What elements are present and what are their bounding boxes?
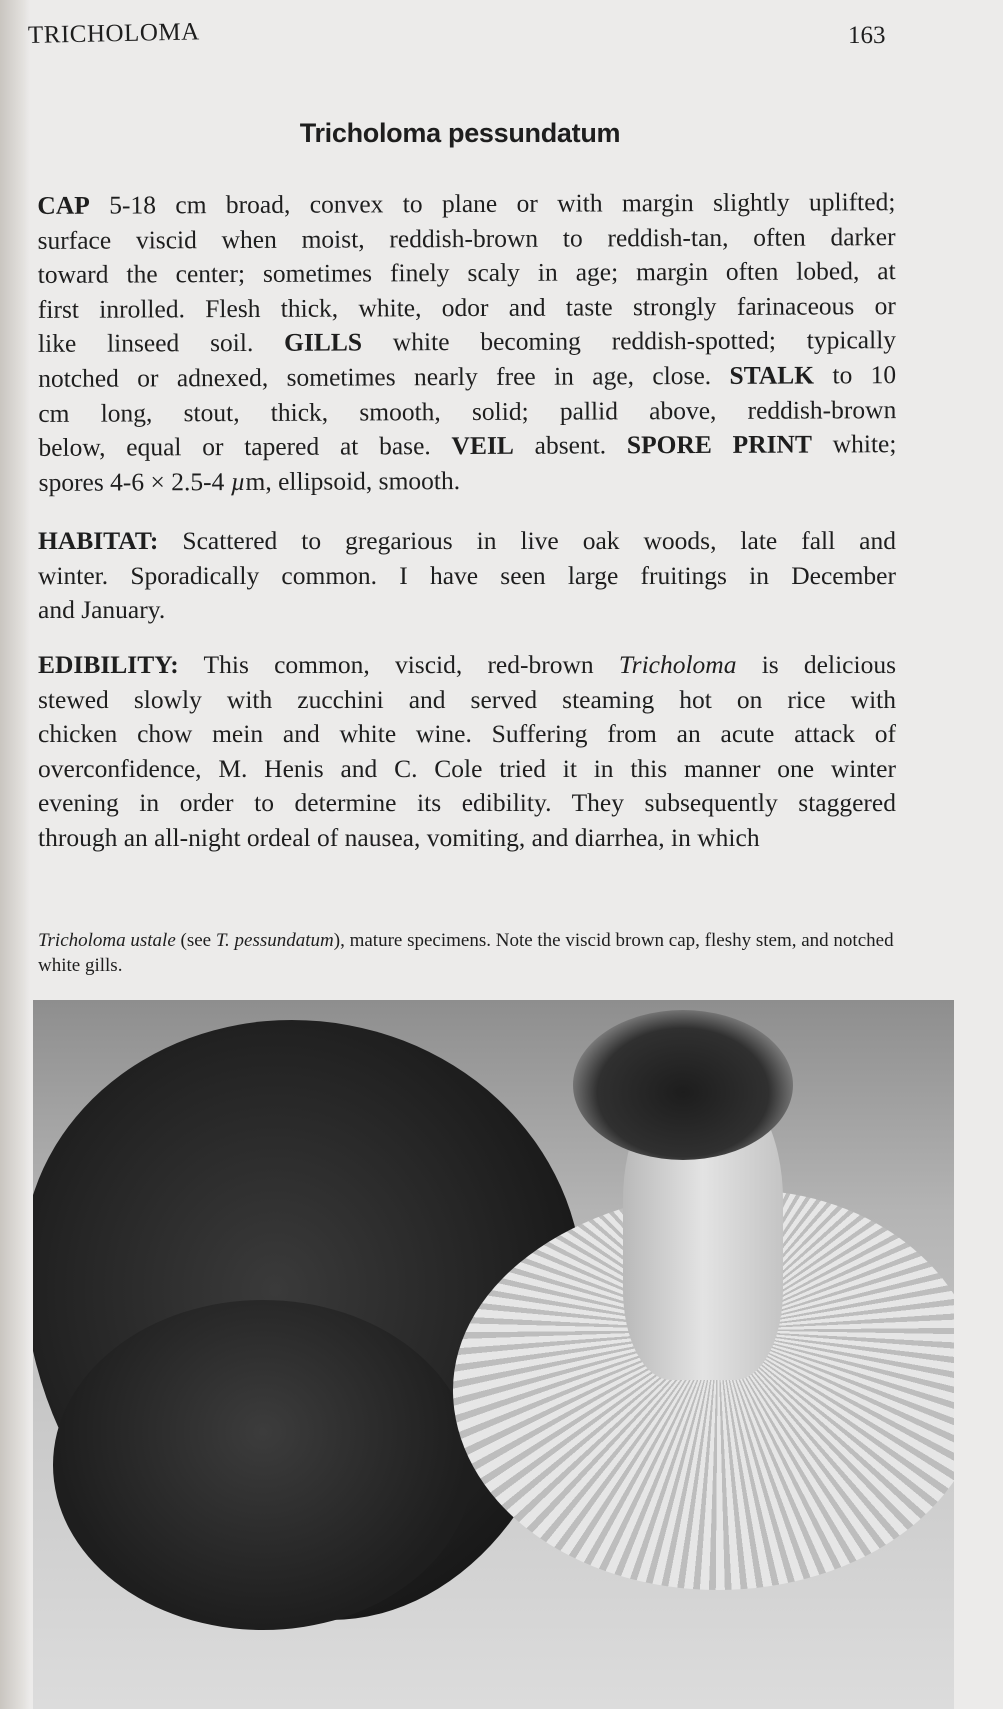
- text-line: [37, 220, 895, 258]
- body-text: white becoming reddish-spotted; typically: [361, 325, 897, 357]
- body-text: and January.: [38, 595, 166, 625]
- body-text: surface viscid when moist, reddish-brown to reddish-tan, often darker: [37, 221, 896, 255]
- text-line: [38, 254, 896, 292]
- body-text: (see: [175, 930, 216, 951]
- text-line: [38, 786, 896, 821]
- text-line: [38, 648, 896, 683]
- cap-description-paragraph: [37, 185, 896, 500]
- body-text: evening in order to determine its edibility. They subsequently staggered: [38, 788, 896, 818]
- body-text: chicken chow mein and white wine. Suffering from an acute attack of: [38, 719, 896, 749]
- body-text: toward the center; sometimes finely scaly in age; margin often lobed, at: [37, 256, 896, 290]
- body-text: below, equal or tapered at base.: [38, 431, 452, 463]
- body-text: stewed slowly with zucchini and served steaming hot on rice with: [38, 684, 896, 714]
- text-line: [38, 358, 896, 396]
- body-text: white;: [811, 429, 897, 459]
- italic-text: Tricholoma ustale: [38, 930, 176, 951]
- body-text: is delicious: [736, 650, 896, 679]
- body-text: to 10: [814, 360, 897, 390]
- text-line: [38, 289, 896, 327]
- body-text: spores 4-6 × 2.5-4: [38, 466, 231, 497]
- body-text: absent.: [513, 430, 627, 460]
- section-label: SPORE PRINT: [626, 429, 813, 460]
- text-line: [38, 683, 896, 718]
- body-text: 5-18 cm broad, convex to plane or with margin slightly uplifted;: [89, 187, 896, 220]
- text-line: [38, 324, 896, 362]
- text-line: [38, 524, 896, 559]
- body-text: through an all-night ordeal of nausea, vomiting, and diarrhea, in which: [38, 822, 760, 852]
- text-line: [38, 427, 896, 465]
- body-text: Scattered to gregarious in live oak woods, late fall and: [158, 526, 896, 555]
- body-text: ), mature specimens. Note the viscid brown cap, fleshy stem, and notched white gills.: [38, 930, 894, 976]
- body-text: like linseed soil.: [37, 328, 285, 359]
- italic-text: T. pessundatum: [215, 930, 334, 951]
- body-text: This common, viscid, red-brown: [178, 650, 619, 679]
- text-line: [37, 185, 895, 223]
- dark-mushroom-cap-lower: [53, 1300, 473, 1630]
- book-gutter-shadow: [0, 0, 30, 1709]
- body-text: overconfidence, M. Henis and C. Cole tried it in this manner one winter: [38, 753, 896, 783]
- text-line: [38, 752, 896, 787]
- mushroom-photo: [33, 1000, 954, 1709]
- running-head: TRICHOLOMA: [27, 18, 200, 49]
- body-text: m, ellipsoid, smooth.: [245, 465, 461, 496]
- italic-text: µ: [230, 466, 246, 496]
- text-line: [38, 559, 896, 594]
- italic-text: Tricholoma: [618, 650, 737, 679]
- text-line: [38, 393, 896, 431]
- edibility-paragraph: [38, 648, 896, 856]
- section-label: VEIL: [451, 430, 514, 461]
- body-text: notched or adnexed, sometimes nearly free in age, close.: [38, 360, 730, 393]
- habitat-paragraph: [38, 524, 896, 628]
- section-label: STALK: [729, 360, 815, 390]
- body-text: winter. Sporadically common. I have seen large fruitings in December: [38, 560, 896, 590]
- body-text: cm long, stout, thick, smooth, solid; pallid above, reddish-brown: [38, 394, 897, 428]
- species-title: Tricholoma pessundatum: [299, 118, 621, 148]
- section-label: GILLS: [284, 327, 363, 358]
- text-line: [39, 462, 897, 500]
- text-line: [38, 593, 896, 628]
- section-label: EDIBILITY:: [38, 650, 179, 679]
- section-label: HABITAT:: [38, 526, 159, 555]
- mushroom-stem-base: [573, 1010, 793, 1160]
- body-text: first inrolled. Flesh thick, white, odor and taste strongly farinaceous or: [37, 290, 896, 324]
- text-line: [38, 821, 896, 856]
- photo-caption: [38, 928, 898, 978]
- section-label: CAP: [37, 190, 90, 220]
- text-line: [38, 717, 896, 752]
- page-number: 163: [848, 22, 886, 49]
